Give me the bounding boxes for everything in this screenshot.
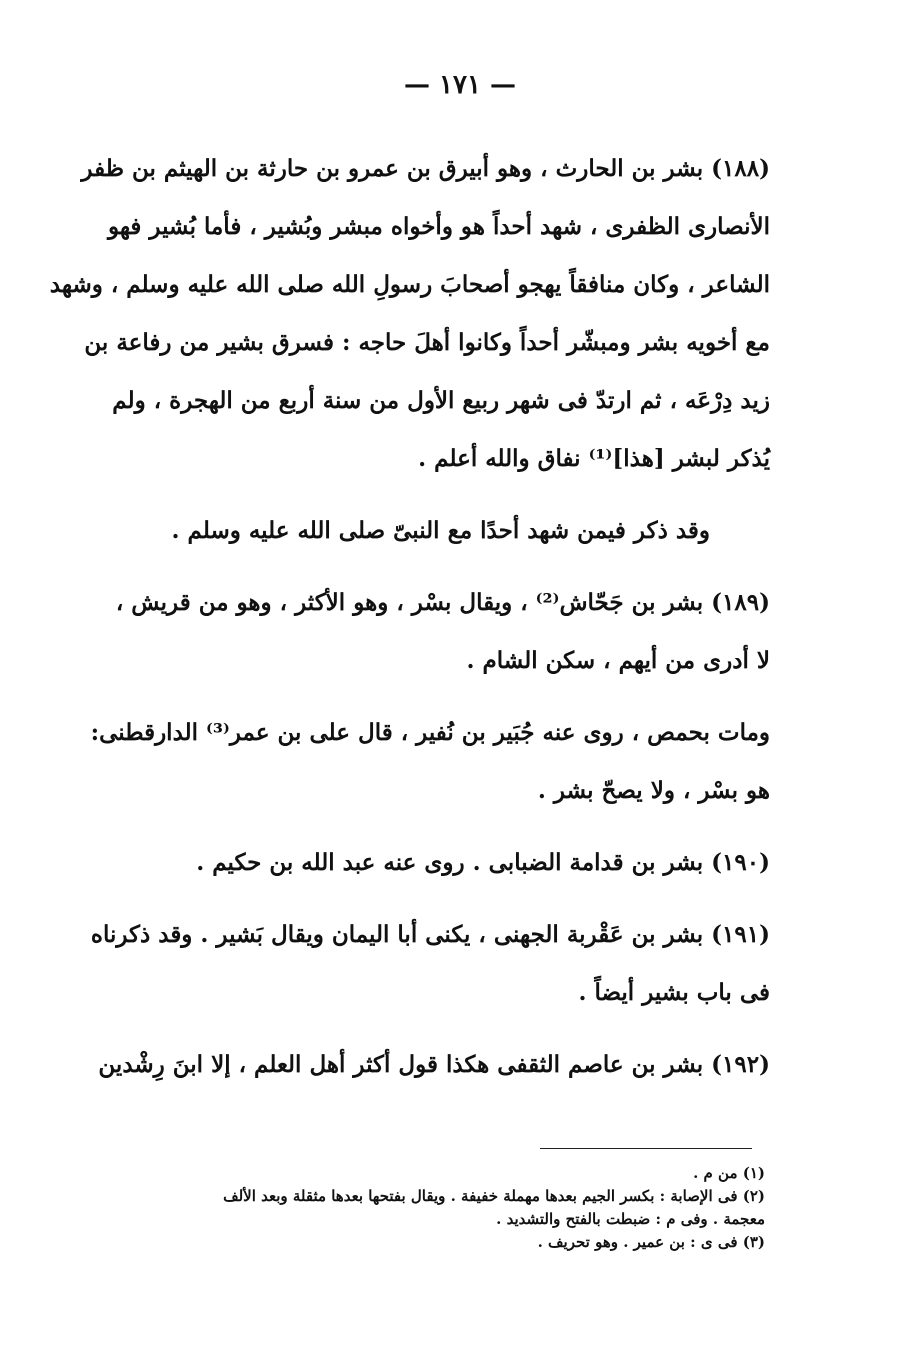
main-text [49,140,770,1108]
text-line: فى باب بشير أيضاً . [578,979,770,1006]
text-line: (١٩٠) بشر بن قدامة الضبابى . روى عنه عبد الله بن حكيم . [196,849,770,876]
text-line: الشاعر ، وكان منافقاً يهجو أصحابَ رسولِ الله صلى الله عليه وسلم ، وشهد [49,271,770,298]
footnote-2: (٢) فى الإصابة : بكسر الجيم بعدها مهملة خفيفة . ويقال بفتحها بعدها مثقلة وبعد الألف [223,1187,765,1205]
text-line: (١٩١) بشر بن عَقْربة الجهنى ، يكنى أبا اليمان ويقال بَشير . وقد ذكرناه [90,921,770,948]
text-line: وقد ذكر فيمن شهد أحدًا مع النبىّ صلى الله عليه وسلم . [171,517,710,544]
page-number: — ١٧١ — [403,70,517,100]
text-line: يُذكر لبشر [هذا]⁽¹⁾ نفاق والله أعلم . [418,445,770,472]
entry-189-continued [90,704,770,820]
entry-189 [110,574,770,690]
text-line: ومات بحمص ، روى عنه جُبَير بن نُفير ، قال على بن عمر⁽³⁾ الدارقطنى: [90,719,770,746]
text-line: زيد دِرْعَه ، ثم ارتدّ فى شهر ربيع الأول من سنة أربع من الهجرة ، ولم [112,387,770,414]
entry-192 [98,1036,770,1094]
text-line: مع أخويه بشر ومبشّر أحداً وكانوا أهلَ حاجه : فسرق بشير من رفاعة بن [84,329,770,356]
footnote-divider [540,1148,752,1149]
footnote-2-continued: معجمة . وفى م : ضبطت بالفتح والتشديد . [496,1210,765,1228]
text-line: الأنصارى الظفرى ، شهد أحداً هو وأخواه مبشر وبُشير ، فأما بُشير فهو [107,213,770,240]
text-line: (١٨٨) بشر بن الحارث ، وهو أبيرق بن عمرو بن حارثة بن الهيثم بن ظفر [81,155,770,182]
text-line: لا أدرى من أيهم ، سكن الشام . [466,647,770,674]
text-line: هو بسْر ، ولا يصحّ بشر . [537,777,770,804]
entry-191 [90,906,770,1022]
text-line: (١٩٢) بشر بن عاصم الثقفى هكذا قول أكثر أهل العلم ، إلا ابنَ رِشْدين [98,1051,770,1078]
footnotes [100,1162,765,1254]
entry-190 [110,834,770,892]
footnote-1: (١) من م . [693,1164,765,1182]
footnote-3: (٣) فى ى : بن عمير . وهو تحريف . [537,1233,765,1251]
text-line: (١٨٩) بشر بن جَحّاش⁽²⁾ ، ويقال بسْر ، وهو الأكثر ، وهو من قريش ، [115,589,770,616]
entry-188-note [110,502,770,560]
entry-188 [49,140,770,488]
